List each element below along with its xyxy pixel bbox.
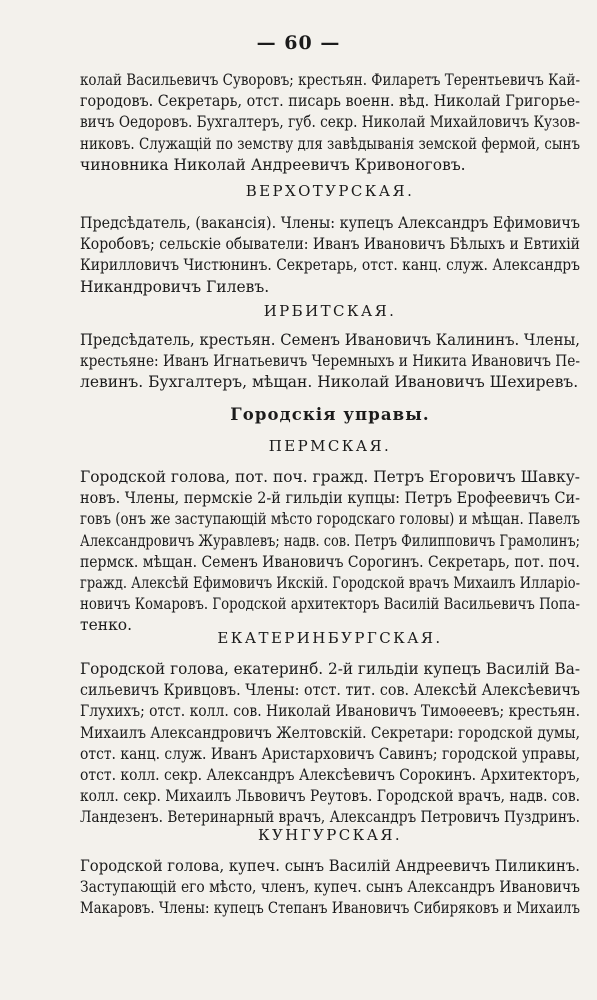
text-line: Ландезенъ. Ветеринарный врачъ, Александръ Петровичъ Пуздринъ. — [80, 808, 580, 827]
paragraph-irbitskaya — [80, 330, 580, 394]
section-heading-irbitskaya: ИРБИТСКАЯ. — [263, 302, 397, 320]
text-line: пермск. мѣщан. Семенъ Ивановичъ Сорогинъ. Секретарь, пот. поч. — [80, 552, 580, 571]
text-line: чиновника Николай Андреевичъ Кривоноговъ. — [80, 155, 466, 174]
text-line: говъ (онъ же заступающій мѣсто городскаго головы) и мѣщан. Павелъ — [80, 510, 580, 529]
text-line: Предсѣдатель, (вакансія). Члены: купецъ Александръ Ефимовичъ — [80, 214, 580, 232]
text-line: отст. колл. секр. Александръ Алексѣевичъ Сорокинъ. Архитекторъ, — [80, 765, 580, 784]
text-line: левинъ. Бухгалтеръ, мѣщан. Николай Ивановичъ Шехиревъ. — [80, 373, 579, 392]
text-line: Городской голова, купеч. сынъ Василій Андреевичъ Пиликинъ. — [80, 857, 580, 875]
text-line: гражд. Алексѣй Ефимовичъ Икскій. Городской врачъ Михаилъ Илларіо- — [80, 573, 580, 592]
text-line: сильевичъ Кривцовъ. Члены: отст. тит. сов. Алексѣй Алексѣевичъ — [80, 681, 580, 700]
text-line: Кирилловичъ Чистюнинъ. Секретарь, отст. канц. служ. Александръ — [80, 256, 580, 275]
text-line: Никандровичъ Гилевъ. — [80, 277, 270, 296]
text-line: Михаилъ Александровичъ Желтовскій. Секретари: городской думы, — [80, 723, 580, 742]
paragraph-zemstvo-staff — [80, 70, 580, 176]
section-heading-ekaterinburgskaya: ЕКАТЕРИНБУРГСКАЯ. — [217, 629, 443, 647]
section-heading-city-councils: Городскія управы. — [230, 405, 430, 424]
text-line: новъ. Члены, пермскіе 2-й гильдіи купцы: Петръ Ерофеевичъ Си- — [80, 489, 580, 508]
text-line: никовъ. Служащій по земству для завѣдыванія земской фермой, сынъ — [80, 134, 580, 153]
text-line: Городской голова, пот. поч. гражд. Петръ Егоровичъ Шавку- — [80, 468, 580, 486]
text-line: отст. канц. служ. Иванъ Аристарховичъ Савинъ; городской управы, — [80, 744, 580, 763]
text-line: Городской голова, екатеринб. 2-й гильдіи купецъ Василій Ва- — [80, 660, 580, 678]
text-line: тенко. — [80, 616, 133, 635]
page-number: — 60 — — [256, 32, 341, 54]
paragraph-permskaya — [80, 467, 580, 637]
text-line: Заступающій его мѣсто, членъ, купеч. сынъ Александръ Ивановичъ — [80, 878, 580, 897]
text-line: Предсѣдатель, крестьян. Семенъ Ивановичъ Калининъ. Члены, — [80, 331, 580, 349]
text-line: Коробовъ; сельскіе обыватели: Иванъ Ивановичъ Бѣлыхъ и Евтихій — [80, 235, 580, 254]
text-line: вичъ Оедоровъ. Бухгалтеръ, губ. секр. Николай Михайловичъ Кузов- — [80, 113, 580, 132]
paragraph-kungurskaya — [80, 856, 580, 920]
paragraph-verkhoturskaya — [80, 213, 580, 298]
section-heading-verkhoturskaya: ВЕРХОТУРСКАЯ. — [245, 182, 415, 200]
text-line: Макаровъ. Члены: купецъ Степанъ Ивановичъ Сибиряковъ и Михаилъ — [80, 899, 580, 918]
paragraph-ekaterinburgskaya — [80, 659, 580, 829]
text-line: Глухихъ; отст. колл. сов. Николай Ивановичъ Тимоѳеевъ; крестьян. — [80, 702, 580, 721]
text-line: городовъ. Секретарь, отст. писарь военн. вѣд. Николай Григорье- — [80, 92, 580, 111]
text-line: колл. секр. Михаилъ Львовичъ Реутовъ. Городской врачъ, надв. сов. — [80, 787, 580, 806]
text-line: колай Васильевичъ Суворовъ; крестьян. Филаретъ Терентьевичъ Кай- — [80, 71, 580, 89]
text-line: Александровичъ Журавлевъ; надв. сов. Петръ Филипповичъ Грамолинъ; — [80, 531, 580, 550]
section-heading-kungurskaya: КУНГУРСКАЯ. — [257, 826, 403, 844]
text-line: новичъ Комаровъ. Городской архитекторъ Василій Васильевичъ Попа- — [80, 595, 580, 614]
text-line: крестьяне: Иванъ Игнатьевичъ Черемныхъ и Никита Ивановичъ Пе- — [80, 352, 580, 371]
section-heading-permskaya: ПЕРМСКАЯ. — [268, 437, 392, 455]
